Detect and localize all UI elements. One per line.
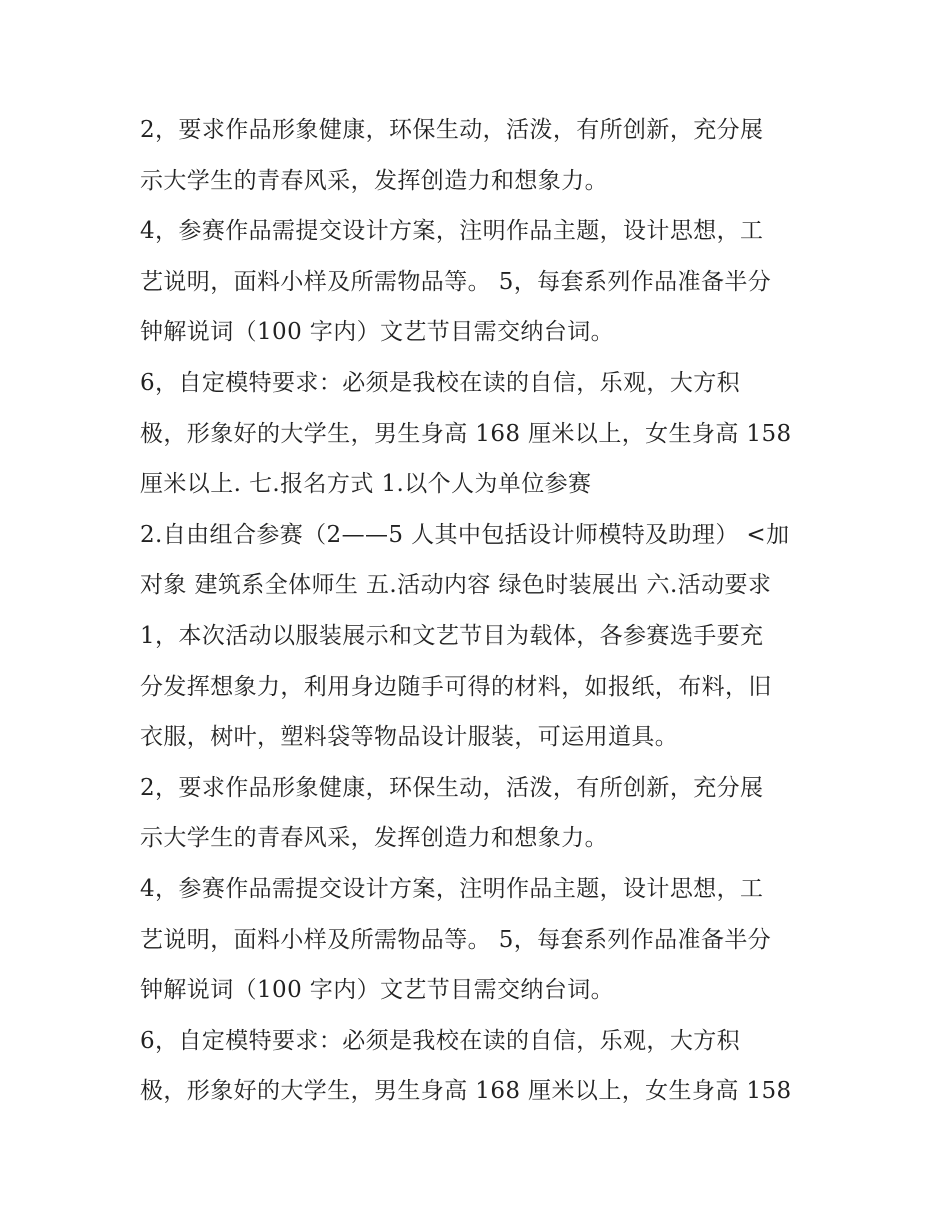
- text-line: 极，形象好的大学生，男生身高 168 厘米以上，女生身高 158: [140, 1078, 792, 1105]
- text-line: 钟解说词（100 字内）文艺节目需交纳台词。: [140, 977, 615, 1004]
- text-line: 衣服，树叶，塑料袋等物品设计服装，可运用道具。: [140, 724, 679, 751]
- text-line: 4，参赛作品需提交设计方案，注明作品主题，设计思想，工: [140, 218, 764, 245]
- text-line: 2，要求作品形象健康，环保生动，活泼，有所创新，充分展: [140, 774, 764, 801]
- text-line: 示大学生的青春风采，发挥创造力和想象力。: [140, 825, 608, 852]
- text-line: 4，参赛作品需提交设计方案，注明作品主题，设计思想，工: [140, 875, 764, 902]
- text-line: 极，形象好的大学生，男生身高 168 厘米以上，女生身高 158: [140, 420, 792, 447]
- text-line: 2，要求作品形象健康，环保生动，活泼，有所创新，充分展: [140, 117, 764, 143]
- text-line: 2.自由组合参赛（2——5 人其中包括设计师模特及助理） <加: [140, 521, 790, 548]
- text-line: 钟解说词（100 字内）文艺节目需交纳台词。: [140, 319, 615, 346]
- text-line: 厘米以上. 七.报名方式 1.以个人为单位参赛: [140, 471, 592, 498]
- document-body: [140, 105, 840, 1117]
- text-line: 示大学生的青春风采，发挥创造力和想象力。: [140, 167, 608, 194]
- text-line: 艺说明，面料小样及所需物品等。 5，每套系列作品准备半分: [140, 926, 772, 953]
- text-line: 6，自定模特要求：必须是我校在读的自信，乐观，大方积: [140, 369, 741, 396]
- text-line: 1，本次活动以服装展示和文艺节目为载体，各参赛选手要充: [140, 622, 764, 649]
- text-line: 艺说明，面料小样及所需物品等。 5，每套系列作品准备半分: [140, 268, 772, 295]
- text-line: 分发挥想象力，利用身边随手可得的材料，如报纸，布料，旧: [140, 673, 772, 700]
- text-line: 对象 建筑系全体师生 五.活动内容 绿色时装展出 六.活动要求: [140, 572, 772, 599]
- text-line: 6，自定模特要求：必须是我校在读的自信，乐观，大方积: [140, 1027, 741, 1054]
